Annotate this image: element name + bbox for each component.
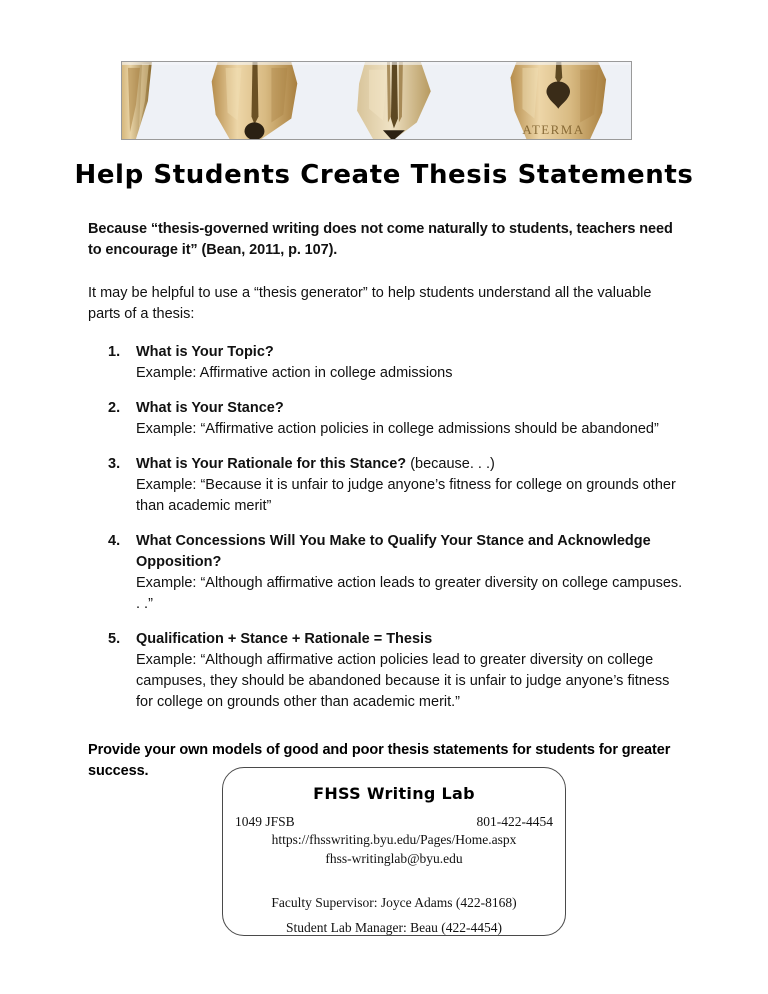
pen-nibs-illustration — [122, 62, 631, 139]
contact-student-lab-manager: Student Lab Manager: Beau (422-4454) — [286, 920, 502, 935]
list-item-example: Example: “Although affirmative action leads to greater diversity on college campuses. . .” — [136, 575, 683, 612]
list-item-question: What Concessions Will You Make to Qualify Your Stance and Acknowledge Opposition? — [136, 533, 651, 570]
list-item-body — [136, 342, 688, 384]
list-item-body — [136, 531, 688, 615]
list-item-number: 5. — [108, 631, 121, 647]
list-item-question-tail: (because. . .) — [406, 456, 495, 472]
contact-room: 1049 JFSB — [235, 814, 295, 829]
list-item-question: Qualification + Stance + Rationale = Thesis — [136, 631, 433, 647]
contact-email[interactable]: fhss-writinglab@byu.edu — [325, 851, 463, 866]
list-item-question: What is Your Topic? — [136, 344, 274, 360]
list-item-number: 1. — [108, 344, 121, 360]
contact-room-phone-row — [223, 814, 565, 830]
intro-paragraph: It may be helpful to use a “thesis generator” to help students understand all the valuable parts of a thesis: — [88, 285, 652, 322]
list-item-body — [136, 454, 688, 517]
contact-website[interactable]: https://fhsswriting.byu.edu/Pages/Home.aspx — [271, 832, 517, 847]
list-item-example: Example: Affirmative action in college admissions — [136, 365, 453, 381]
list-item — [108, 454, 688, 517]
list-item-example: Example: “Affirmative action policies in college admissions should be abandoned” — [136, 421, 659, 437]
list-item — [108, 342, 688, 384]
contact-box-title: FHSS Writing Lab — [313, 784, 475, 803]
list-item-body — [136, 398, 688, 440]
list-item-number: 2. — [108, 400, 121, 416]
page-title: Help Students Create Thesis Statements — [74, 160, 694, 190]
list-item — [108, 531, 688, 615]
closing-paragraph: Provide your own models of good and poor thesis statements for students for greater success. — [88, 742, 671, 779]
list-item-example: Example: “Because it is unfair to judge anyone’s fitness for college on grounds other than academic merit” — [136, 477, 676, 514]
list-item-number: 4. — [108, 533, 121, 549]
list-item-question: What is Your Rationale for this Stance? — [136, 456, 407, 472]
thesis-generator-steps-list — [108, 342, 688, 727]
lead-paragraph: Because “thesis-governed writing does not come naturally to students, teachers need to encourage it” (Bean, 2011, p. 107). — [88, 221, 673, 258]
contact-faculty-supervisor: Faculty Supervisor: Joyce Adams (422-8168) — [271, 895, 517, 910]
contact-staff-list — [223, 890, 565, 940]
list-item-question: What is Your Stance? — [136, 400, 284, 416]
nib-engraving-text: ATERMA — [522, 123, 585, 138]
contact-info-box — [222, 767, 566, 936]
list-item — [108, 398, 688, 440]
list-item — [108, 629, 688, 713]
list-item-body — [136, 629, 688, 713]
list-item-number: 3. — [108, 456, 121, 472]
contact-phone: 801-422-4454 — [476, 814, 553, 829]
list-item-example: Example: “Although affirmative action policies lead to greater diversity on college campuses, they should be abandoned because it is unfair to judge anyone’s fitness for college on grounds other than academic merit.” — [136, 652, 670, 710]
pen-nibs-banner-image — [121, 61, 632, 140]
